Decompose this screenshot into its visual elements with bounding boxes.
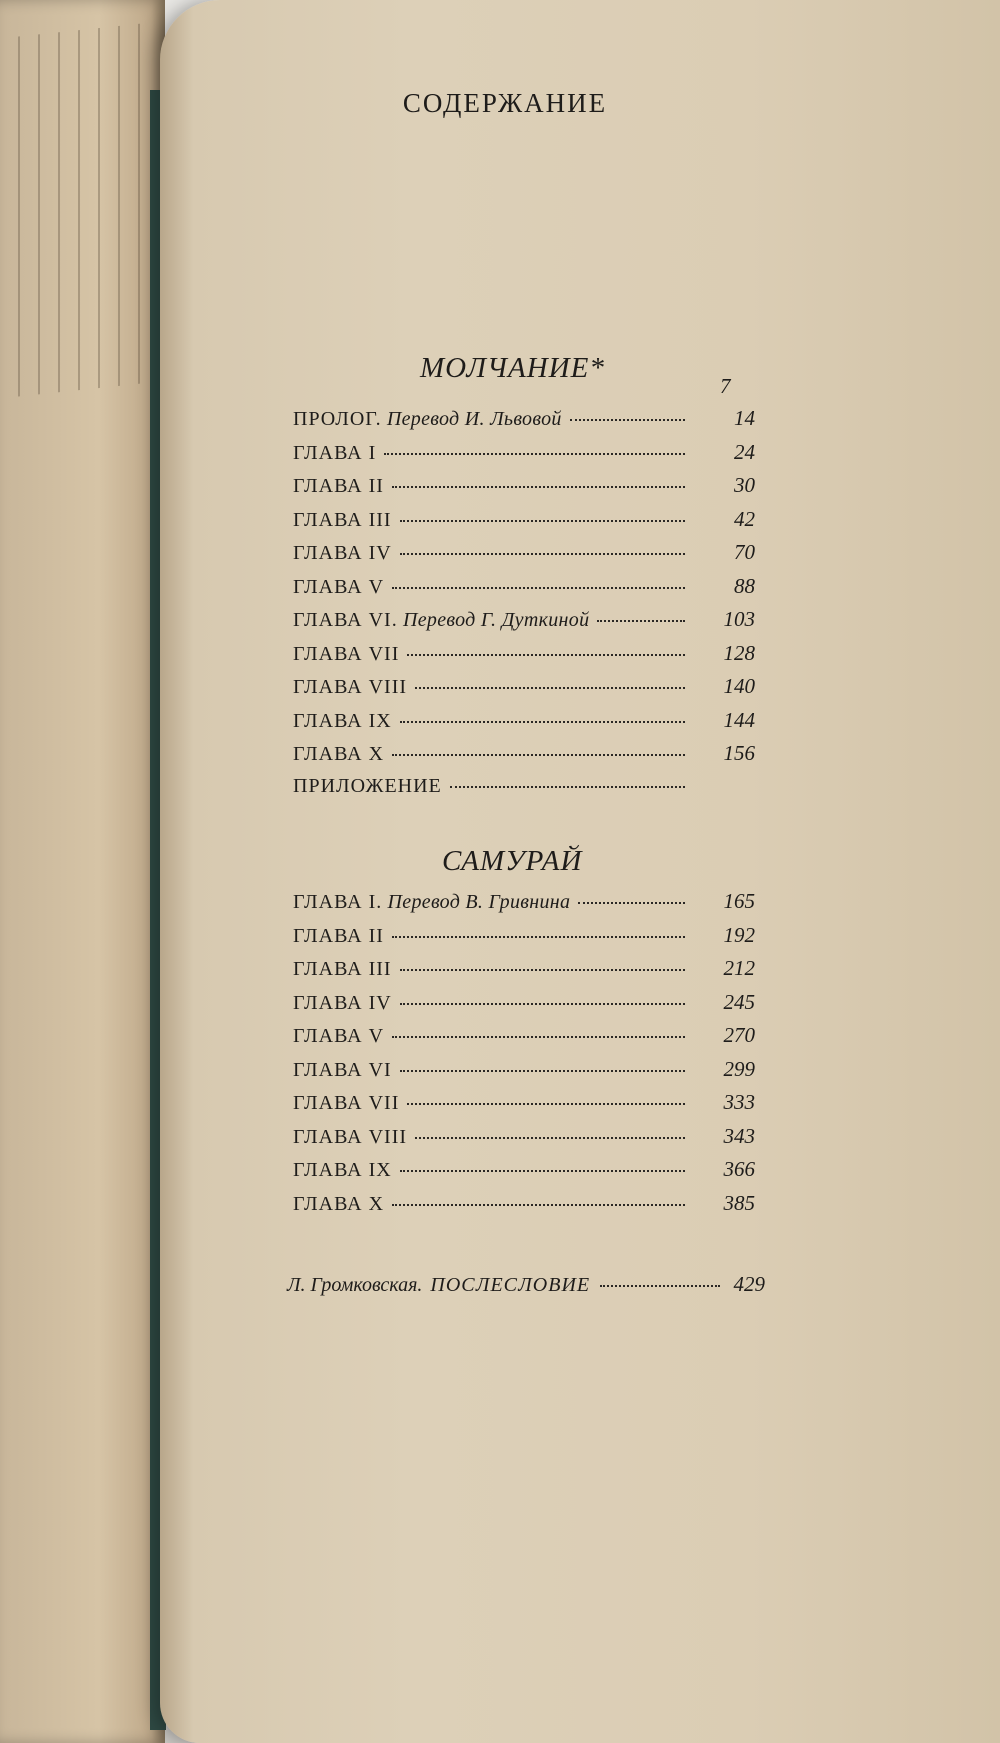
toc-entry [293, 990, 755, 1024]
leader-dots [392, 1204, 685, 1206]
entry-label [293, 992, 392, 1015]
chapter-label: ГЛАВА II [293, 924, 384, 947]
translator-credit: Перевод Г. Дуткиной [397, 609, 590, 631]
epilogue-title: ПОСЛЕСЛОВИЕ [430, 1274, 591, 1296]
chapter-label: ГЛАВА III [293, 508, 392, 531]
chapter-label: ГЛАВА III [293, 958, 392, 980]
toc-entry [293, 889, 755, 923]
leader-dots [392, 587, 685, 589]
entry-label [293, 408, 562, 431]
entry-label [293, 509, 392, 532]
entry-label [293, 743, 384, 766]
page-number: 212 [723, 956, 755, 980]
page-number: 156 [723, 741, 755, 765]
page-number: 144 [723, 707, 755, 732]
entry-label [293, 1059, 392, 1082]
toc-entry [293, 775, 755, 809]
toc-entry [293, 1157, 755, 1191]
toc-entry [293, 641, 755, 675]
leader-dots [400, 1003, 685, 1005]
leader-dots [392, 754, 685, 756]
chapter-label: ГЛАВА I [293, 441, 377, 464]
part2-title: САМУРАЙ [442, 845, 583, 877]
entry-label [293, 609, 589, 632]
page-number: 333 [723, 1090, 755, 1114]
toc-entry [293, 1057, 755, 1091]
page-number: 165 [723, 889, 755, 913]
part1-toc [293, 406, 755, 808]
epilogue-entry [287, 1272, 765, 1297]
page-number: 70 [734, 540, 755, 564]
toc-entry [293, 1090, 755, 1124]
leader-dots [400, 721, 685, 723]
page-number: 270 [723, 1023, 755, 1047]
page-number: 14 [734, 406, 755, 430]
leader-dots [415, 687, 685, 689]
toc-entry [293, 1023, 755, 1057]
page-number: 24 [734, 439, 755, 464]
chapter-label: ГЛАВА VI [293, 1058, 392, 1081]
entry-label [293, 891, 570, 914]
page-number: 366 [723, 1157, 755, 1181]
toc-entry [293, 440, 755, 474]
translator-credit: Перевод В. Гривнина [382, 891, 571, 913]
entry-label [293, 775, 442, 798]
chapter-label: ГЛАВА X [293, 1192, 385, 1215]
leader-dots [407, 654, 685, 656]
translator-credit: Перевод И. Львовой [381, 408, 562, 430]
chapter-label: ГЛАВА V [293, 575, 385, 598]
entry-label [293, 542, 392, 565]
entry-label [293, 1126, 407, 1149]
entry-label [293, 442, 376, 465]
leader-dots [597, 620, 685, 622]
page-number: 192 [723, 922, 755, 947]
chapter-label: ГЛАВА VII [293, 642, 400, 665]
chapter-label: ГЛАВА II [293, 475, 384, 497]
toc-entry [293, 741, 755, 775]
part1-first-page: 7 [720, 374, 731, 398]
entry-label [293, 676, 407, 699]
left-page [0, 0, 165, 1743]
chapter-label: ГЛАВА X [293, 743, 385, 765]
leader-dots [415, 1137, 685, 1139]
leader-dots [450, 786, 685, 788]
chapter-label: ГЛАВА VIII [293, 1125, 408, 1148]
leader-dots [578, 902, 685, 904]
leader-dots [400, 553, 685, 555]
entry-label [293, 643, 399, 666]
page-number: 385 [723, 1190, 755, 1215]
page-number: 128 [723, 640, 755, 665]
part1-title: МОЛЧАНИЕ* [420, 352, 605, 384]
toc-entry [293, 473, 755, 507]
page-number: 103 [723, 607, 755, 631]
leader-dots [407, 1103, 685, 1105]
leader-dots [392, 1036, 685, 1038]
toc-entry [293, 708, 755, 742]
chapter-label: ГЛАВА VII [293, 1092, 400, 1114]
chapter-label: ГЛАВА VI. [293, 609, 398, 631]
part2-toc [293, 889, 755, 1224]
toc-entry [293, 956, 755, 990]
epilogue-page: 429 [733, 1272, 765, 1296]
leader-dots [392, 936, 685, 938]
leader-dots [400, 969, 685, 971]
entry-label [293, 475, 384, 498]
toc-entry [293, 923, 755, 957]
page-number: 140 [723, 674, 755, 698]
toc-entry [293, 1191, 755, 1225]
entry-label [293, 1193, 384, 1216]
leader-dots [400, 1170, 685, 1172]
chapter-label: ГЛАВА IX [293, 709, 392, 732]
chapter-label: ПРИЛОЖЕНИЕ [293, 774, 442, 797]
page-number: 299 [723, 1056, 755, 1081]
toc-entry [293, 406, 755, 440]
toc-entry [293, 607, 755, 641]
chapter-label: ГЛАВА IX [293, 1159, 392, 1181]
bleed-through-text [10, 23, 150, 398]
contents-title: СОДЕРЖАНИЕ [402, 88, 608, 118]
page-number: 30 [734, 473, 755, 497]
page-number: 245 [723, 989, 755, 1014]
page-number: 343 [723, 1123, 755, 1148]
entry-label [293, 576, 384, 599]
chapter-label: ГЛАВА IV [293, 991, 392, 1014]
epilogue-author: Л. Громковская. [287, 1274, 423, 1296]
leader-dots [384, 453, 685, 455]
leader-dots [392, 486, 685, 488]
chapter-label: ГЛАВА VIII [293, 676, 408, 698]
toc-entry [293, 540, 755, 574]
entry-label [293, 925, 384, 948]
entry-label [293, 958, 392, 981]
leader-dots [400, 1070, 685, 1072]
leader-dots [600, 1285, 719, 1287]
entry-label [293, 1025, 384, 1048]
leader-dots [400, 520, 685, 522]
toc-entry [293, 507, 755, 541]
page-number: 42 [734, 506, 755, 531]
chapter-label: ПРОЛОГ. [293, 408, 382, 430]
chapter-label: ГЛАВА I. [293, 891, 383, 913]
page-number: 88 [734, 573, 755, 598]
leader-dots [570, 419, 685, 421]
chapter-label: ГЛАВА V [293, 1025, 385, 1047]
entry-label [293, 1159, 392, 1182]
toc-entry [293, 1124, 755, 1158]
entry-label [293, 710, 392, 733]
toc-entry [293, 574, 755, 608]
entry-label [293, 1092, 399, 1115]
chapter-label: ГЛАВА IV [293, 542, 392, 564]
toc-entry [293, 674, 755, 708]
